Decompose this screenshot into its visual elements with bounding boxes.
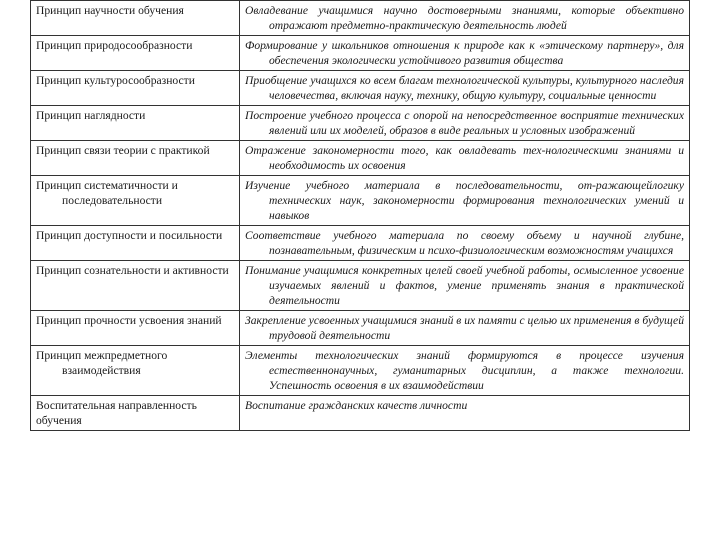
table-row <box>31 106 690 141</box>
principle-name-cell <box>31 71 240 106</box>
principle-description-cell <box>240 1 690 36</box>
principle-description-cell <box>240 176 690 226</box>
principle-description-cell <box>240 141 690 176</box>
principle-name: Принцип межпредметного взаимодействия <box>36 349 168 377</box>
principle-description: Воспитание гражданских качеств личности <box>245 399 468 412</box>
principle-name: Принцип доступности и посильности <box>36 229 223 242</box>
principle-description-cell <box>240 346 690 396</box>
principle-name-cell <box>31 261 240 311</box>
principle-name-cell <box>31 311 240 346</box>
principle-description: Приобщение учащихся ко всем благам технологической культуры, культурного наследия человечества, включая науку, технику, общую культуру, социальные ценности <box>245 74 684 102</box>
principle-description-cell <box>240 226 690 261</box>
principle-name: Принцип связи теории с практикой <box>36 144 210 157</box>
principle-name: Принцип сознательности и активности <box>36 264 229 277</box>
principle-name: Принцип прочности усвоения знаний <box>36 314 222 327</box>
principles-table <box>30 0 690 431</box>
table-row <box>31 346 690 396</box>
table-row <box>31 141 690 176</box>
table-row <box>31 71 690 106</box>
table-row <box>31 261 690 311</box>
table-row <box>31 396 690 431</box>
table-row <box>31 1 690 36</box>
principle-name-cell <box>31 141 240 176</box>
table-row <box>31 176 690 226</box>
principle-description-cell <box>240 36 690 71</box>
principle-description: Закрепление усвоенных учащимися знаний в их памяти с целью их применения в будущей трудовой деятельности <box>245 314 684 342</box>
table-row <box>31 36 690 71</box>
principle-name-cell <box>31 106 240 141</box>
principle-name-cell <box>31 346 240 396</box>
principle-name: Принцип культуросообразности <box>36 74 195 87</box>
principle-name-cell <box>31 226 240 261</box>
principle-name-cell <box>31 176 240 226</box>
principle-name: Принцип научности обучения <box>36 4 184 17</box>
principle-name: Принцип природосообразности <box>36 39 193 52</box>
principle-description: Понимание учащимися конкретных целей своей учебной работы, осмысленное усвоение изучаемых явлений и фактов, умение применять знания в практической деятельности <box>245 264 684 307</box>
principle-description-cell <box>240 396 690 431</box>
principle-description: Соответствие учебного материала по своему объему и научной глубине, познавательным, физическим и психо-физиологическим возможностям учащихся <box>245 229 684 257</box>
principle-description: Построение учебного процесса с опорой на непосредственное восприятие технических явлений или их моделей, образов в виде реальных и условных изображений <box>245 109 684 137</box>
principle-description: Изучение учебного материала в последовательности, от-ражающейлогику технических наук, закономерности формирования технологических умений и навыков <box>245 179 684 222</box>
principle-name: Принцип наглядности <box>36 109 146 122</box>
principle-description: Овладевание учащимися научно достоверными знаниями, которые объективно отражают предметно-практическую деятельность людей <box>245 4 684 32</box>
principles-table-container <box>30 0 690 431</box>
principle-name-cell <box>31 36 240 71</box>
principle-name: Воспитательная направленность обучения <box>36 399 197 427</box>
principle-name: Принцип систематичности и последовательности <box>36 179 178 207</box>
table-row <box>31 311 690 346</box>
principle-description-cell <box>240 106 690 141</box>
principle-description-cell <box>240 261 690 311</box>
principle-description: Отражение закономерности того, как овладевать тех-нологическими знаниями и необходимость их освоения <box>245 144 684 172</box>
principle-name-cell <box>31 1 240 36</box>
table-row <box>31 226 690 261</box>
principle-description-cell <box>240 71 690 106</box>
principle-description-cell <box>240 311 690 346</box>
principle-description: Формирование у школьников отношения к природе как к «этическому партнеру», для обеспечения экологически устойчивого развития общества <box>245 39 684 67</box>
principle-name-cell <box>31 396 240 431</box>
principle-description: Элементы технологических знаний формируются в процессе изучения естественнонаучных, гуманитарных дисциплин, а также технологии. Успешность освоения в их взаимодействии <box>245 349 684 392</box>
